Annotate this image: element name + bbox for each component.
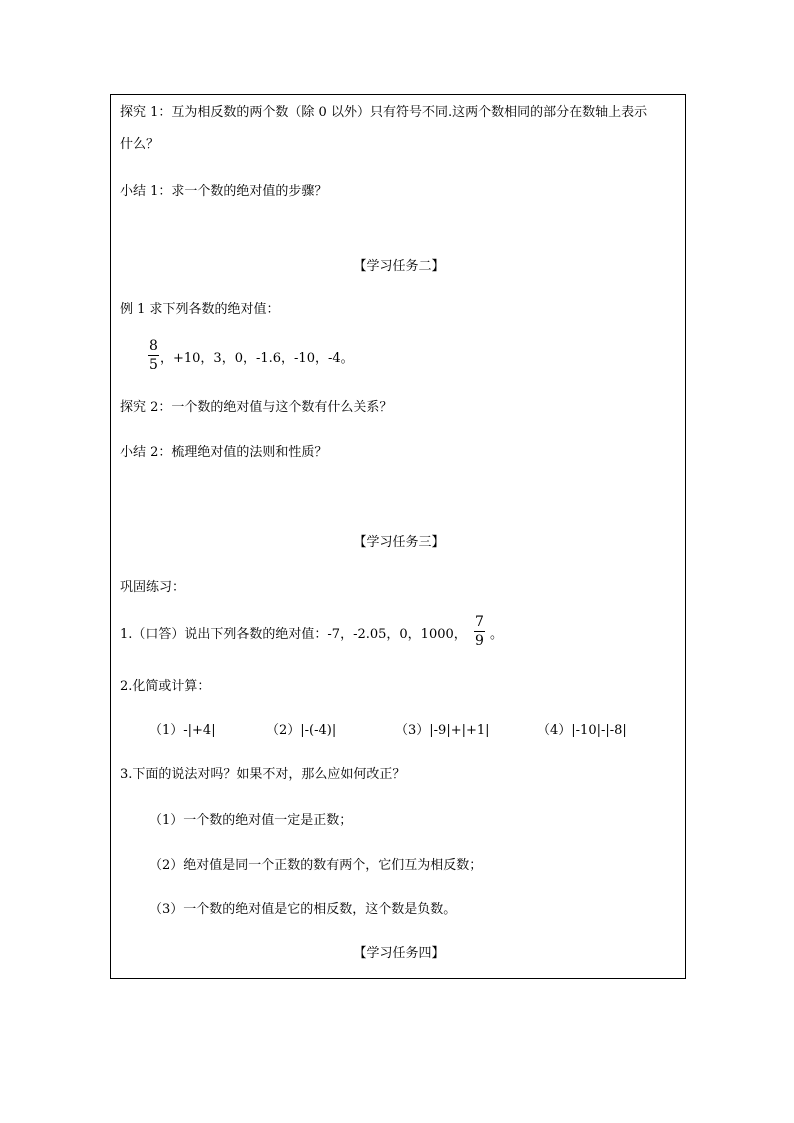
practice-title: 巩固练习：	[120, 580, 186, 595]
question-3-item-3: （3）一个数的绝对值是它的相反数，这个数是负数。	[149, 902, 457, 917]
explore-1-line-1: 探究 1：互为相反数的两个数（除 0 以外）只有符号不同.这两个数相同的部分在数轴上表示	[120, 105, 648, 120]
question-1-fraction	[474, 614, 485, 649]
fraction-bar	[474, 631, 485, 632]
question-2-item-1: （1）-|+4|	[149, 723, 216, 738]
explore-1-line-2: 什么？	[120, 137, 160, 152]
fraction-numerator: 7	[475, 614, 484, 630]
task-2-heading: 【学习任务二】	[353, 259, 445, 274]
summary-2: 小结 2：梳理绝对值的法则和性质？	[120, 445, 328, 460]
question-2-title: 2.化简或计算：	[120, 679, 211, 694]
question-2-item-2: （2）|-(-4)|	[266, 723, 337, 738]
question-2-item-3: （3）|-9|+|+1|	[395, 723, 490, 738]
example-1-numbers: ，+10，3，0，-1.6，-10，-4。	[160, 351, 354, 366]
summary-1: 小结 1：求一个数的绝对值的步骤？	[120, 184, 328, 199]
fraction-denominator: 9	[475, 633, 484, 649]
worksheet-frame	[110, 94, 686, 979]
fraction-numerator: 8	[149, 338, 158, 354]
question-1-text: 1.（口答）说出下列各数的绝对值：-7，-2.05，0，1000，	[120, 627, 467, 642]
question-2-item-4: （4）|-10|-|-8|	[537, 723, 627, 738]
task-3-heading: 【学习任务三】	[353, 535, 445, 550]
task-4-heading: 【学习任务四】	[353, 946, 445, 961]
question-3-item-2: （2）绝对值是同一个正数的数有两个，它们互为相反数；	[149, 858, 483, 873]
question-3-item-1: （1）一个数的绝对值一定是正数；	[149, 813, 353, 828]
question-3-title: 3.下面的说法对吗？如果不对，那么应如何改正？	[120, 767, 406, 782]
example-1-title: 例 1 求下列各数的绝对值：	[120, 302, 280, 317]
question-1-end: 。	[490, 627, 504, 642]
example-1-fraction	[148, 338, 159, 373]
fraction-denominator: 5	[149, 357, 158, 373]
fraction-bar	[148, 355, 159, 356]
explore-2: 探究 2：一个数的绝对值与这个数有什么关系？	[120, 400, 393, 415]
